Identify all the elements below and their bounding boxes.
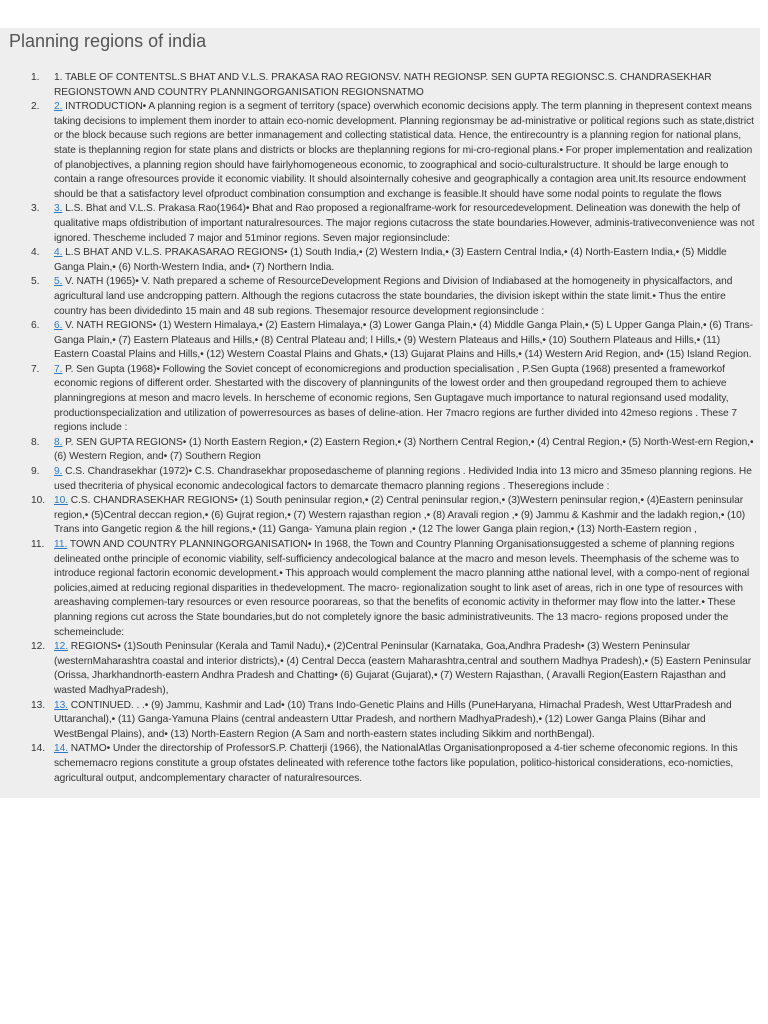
item-number: 8. <box>31 436 40 448</box>
item-number: 7. <box>31 363 40 375</box>
slide-link-3[interactable]: 3. <box>54 203 63 215</box>
slide-link-7[interactable]: 7. <box>54 363 63 375</box>
slide-link-14[interactable]: 14. <box>54 743 69 755</box>
slide-text: V. NATH REGIONS• (1) Western Himalaya,• (2) Eastern Himalaya,• (3) Lower Ganga Plain,• (4) Middle Ganga Plain,• (5) L Upper Ganga Plain,• (6) Trans-Ganga Plain,• (7) Eastern Plateaus and Hills,• (8) Central Plateau and; l Hills,• (9) Western Plateaus and Hills,• (10) Southern Plateaus and Hills,• (11) Eastern Coastal Plains and Hills,• (12) Western Coastal Plains and Ghats,• (13) Gujarat Plains and Hills,• (14) Western Arid Region, and• (15) Island Region. <box>54 320 753 361</box>
slide-item-1 <box>31 71 758 100</box>
slide-item-9 <box>31 465 758 494</box>
item-number: 3. <box>31 203 40 215</box>
slide-link-9[interactable]: 9. <box>54 466 63 478</box>
slide-link-5[interactable]: 5. <box>54 276 63 288</box>
slide-text: C.S. Chandrasekhar (1972)• C.S. Chandrasekhar proposedascheme of planning regions . Hedivided India into 13 micro and 35meso planning regions. He used thecriteria of physical economic andecological factors to demarcate themacro planning regions . Theseregions include : <box>54 466 752 492</box>
item-number: 6. <box>31 320 40 332</box>
slide-text: V. NATH (1965)• V. Nath prepared a scheme of ResourceDevelopment Regions and Division of Indiabased at the homogeneity in physicalfactors, and agricultural land use andcropping pattern. Although the regions cutacross the state boundaries, the division iskept within the state limit.• Thus the entire country has been dividedinto 15 main and 48 sub regions. Thesemajor resource development regionsinclude : <box>54 276 733 317</box>
slide-link-8[interactable]: 8. <box>54 436 63 448</box>
item-number: 9. <box>31 466 40 478</box>
item-number: 4. <box>31 247 40 259</box>
page-title: Planning regions of india <box>9 31 207 51</box>
slide-text: CONTINUED. . .• (9) Jammu, Kashmir and Lad• (10) Trans Indo-Genetic Plains and Hills (PuneHaryana, Himachal Pradesh, West UttarPradesh and Uttaranchal),• (11) Ganga-Yamuna Plains (central andeastern Uttar Pradesh, and northern MadhyaPradesh),• (12) Lower Ganga Plains (Bihar and WestBengal Plains), and• (13) North-Eastern Region (A Sam and north-eastern states including Sikkim and northBengal). <box>54 699 732 740</box>
slide-link-4[interactable]: 4. <box>54 247 63 259</box>
slide-item-11 <box>31 538 758 640</box>
item-number: 5. <box>31 276 40 288</box>
slide-item-14 <box>31 742 758 786</box>
slide-link-13[interactable]: 13. <box>54 699 69 711</box>
item-number: 13. <box>31 699 46 711</box>
slide-link-12[interactable]: 12. <box>54 641 69 653</box>
item-number: 2. <box>31 101 40 113</box>
slide-item-2 <box>31 100 758 202</box>
slide-text: L.S. Bhat and V.L.S. Prakasa Rao(1964)• Bhat and Rao proposed a regionalframe-work for resourcedevelopment. Delineation was donewith the help of qualitative maps ofdistribution of important naturalresources. The major regions cutacross the state boundaries.However, adminis-trativeconvenience was not ignored. Thescheme included 7 major and 51minor regions. Seven major regionsinclude: <box>54 203 755 244</box>
slide-text: C.S. CHANDRASEKHAR REGIONS• (1) South peninsular region,• (2) Central peninsular region,• (3)Western peninsular region,• (4)Eastern peninsular region,• (5)Central deccan region,• (6) Gujrat region,• (7) Western rajasthan region ,• (8) Aravali region ,• (9) Jammu & Kashmir and the ladakh region,• (10) Trans into Gangetic region & the hill regions,• (11) Ganga- Yamuna plain region ,• (12 The lower Ganga plain region,• (13) North-Eastern region , <box>54 495 746 536</box>
slide-item-12 <box>31 640 758 698</box>
slide-item-3 <box>31 202 758 246</box>
slide-text: P. Sen Gupta (1968)• Following the Soviet concept of economicregions and production specialisation , P.Sen Gupta (1968) presented a frameworkof economic regions of different order. Shestarted with the discovery of planningunits of the lowest order and then groupedand regrouped them to achieve planningregions at meson and macro levels. In herscheme of economic regions, Sen Guptagave much importance to natural regionsand used modality, productionspecialization and utilization of powerresources as bases of deline-ation. Her 7macro regions are further divided into 42meso regions . These 7 regions include : <box>54 363 738 434</box>
slide-text: REGIONS• (1)South Peninsular (Kerala and Tamil Nadu),• (2)Central Peninsular (Karnataka, Goa,Andhra Pradesh• (3) Western Peninsular (westernMaharashtra coastal and interior districts),• (4) Central Decca (eastern Maharashtra,central and southern Madhya Pradesh),• (5) Eastern Peninsular (Orissa, Jharkhandnorth-eastern Andhra Pradesh and Chatting• (6) Gujarat (Gujarat),• (7) Western Rajasthan, ( Aravalli Region(Eastern Rajasthan and wasted MadhyaPradesh), <box>54 641 752 696</box>
slide-link-6[interactable]: 6. <box>54 320 63 332</box>
slide-text: NATMO• Under the directorship of ProfessorS.P. Chatterji (1966), the NationalAtlas Organisationproposed a 4-tier scheme ofeconomic regions. In this schememacro regions constitute a group ofstates delineated with reference tothe factors like population, politico-historical considerations, eco-nomicties, agricultural output, andcomplementary character of naturalresources. <box>54 743 738 784</box>
slide-item-8 <box>31 436 758 465</box>
slide-text: INTRODUCTION• A planning region is a segment of territory (space) overwhich economic decisions apply. The term planning in thepresent context means taking decisions to implement them inorder to attain eco-nomic development. Planning regionsmay be ad-ministrative or political regions such as state,district or the block because such regions are better inmanagement and collecting statistical data. Hence, the entirecountry is a planning region for national plans, state is theplanning region for state plans and districts or blocks are theplanning regions for mi-cro-regional plans.• For proper implementation and realization of planobjectives, a planning region should have fairlyhomogeneous economic, to zoographical and socio-culturalstructure. It should be large enough to contain a range ofresources provide it economic viability. It should alsointernally cohesive and geographically a contagion area unit.Its resource endowment should be that a satisfactory level ofproduct combination consumption and exchange is feasible.It should have some nodal points to regulate the flows <box>54 101 754 200</box>
slide-item-10 <box>31 494 758 538</box>
slide-item-13 <box>31 699 758 743</box>
item-number: 12. <box>31 641 46 653</box>
slide-item-5 <box>31 275 758 319</box>
slide-item-4 <box>31 246 758 275</box>
slide-text: 1. TABLE OF CONTENTSL.S BHAT AND V.L.S. PRAKASA RAO REGIONSV. NATH REGIONSP. SEN GUPTA REGIONSC.S. CHANDRASEKHAR REGIONSTOWN AND COUNTRY PLANNINGORGANISATION REGIONSNATMO <box>54 72 712 98</box>
slide-link-10[interactable]: 10. <box>54 495 69 507</box>
slide-text: P. SEN GUPTA REGIONS• (1) North Eastern Region,• (2) Eastern Region,• (3) Northern Central Region,• (4) Central Region,• (5) North-West-ern Region,• (6) Western Region, and• (7) Southern Region <box>54 436 754 463</box>
slide-item-6 <box>31 319 758 363</box>
slide-text: TOWN AND COUNTRY PLANNINGORGANISATION• In 1968, the Town and Country Planning Organisationsuggested a scheme of planning regions delineated onthe principle of economic viability, self-sufficiency andecological balance at the macro and meson levels. Theemphasis of the scheme was to introduce regional factorin economic development.• This approach would complement the macro planning atthe national level, with a compo-nent of regional policies,aimed at reducing regional disparities in thedevelopment. The macro- regionalization sought to link aset of areas, rich in one type of resources with areashaving complemen-tary resources or even resource poorareas, so that the benefits of economic activity in theformer may flow into the latter.• These planning regions cut across the State boundaries,but do not completely ignore the basic administrativeunits. The 13 macro- regions proposed under the schemeinclude: <box>54 539 750 638</box>
slide-item-7 <box>31 363 758 436</box>
slide-text-list <box>0 71 758 786</box>
slide-text: L.S BHAT AND V.L.S. PRAKASARAO REGIONS• (1) South India,• (2) Western India,• (3) Eastern Central India,• (4) North-Eastern India,• (5) Middle Ganga Plain,• (6) North-Western India, and• (7) Northern India. <box>54 247 727 273</box>
item-number: 14. <box>31 743 46 755</box>
slide-link-11[interactable]: 11. <box>54 539 68 550</box>
slide-link-2[interactable]: 2. <box>54 101 63 113</box>
item-number: 1. <box>31 72 40 83</box>
item-number: 10. <box>31 495 46 507</box>
item-number: 11. <box>31 539 45 550</box>
